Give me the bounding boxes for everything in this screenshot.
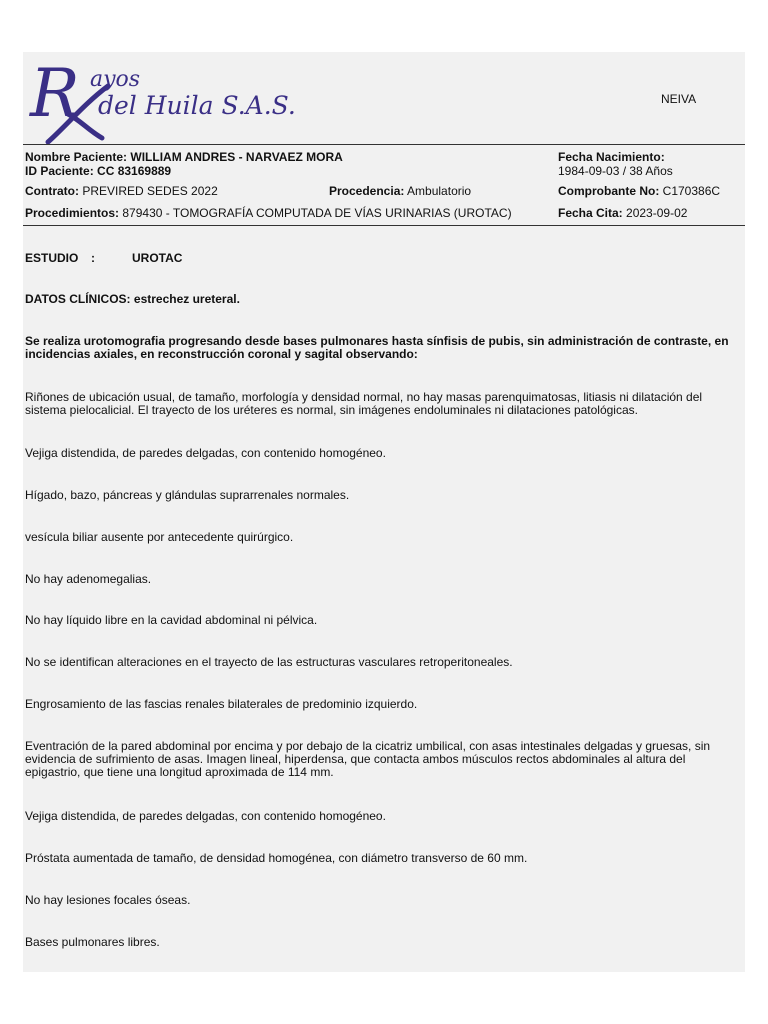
header-top-rule bbox=[23, 144, 745, 145]
origin-label: Procedencia: bbox=[329, 184, 405, 198]
finding-paragraph: Vejiga distendida, de paredes delgadas, con contenido homogéneo. bbox=[25, 446, 386, 460]
finding-paragraph: Vejiga distendida, de paredes delgadas, con contenido homogéneo. bbox=[25, 809, 386, 823]
finding-paragraph: No hay adenomegalias. bbox=[25, 572, 152, 586]
contract-row bbox=[25, 184, 218, 198]
finding-paragraph: Eventración de la pared abdominal por encima y por debajo de la cicatriz umbilical, con asas intestinales delgadas y gruesas, sin evidencia de sufrimiento de asas. Imagen lineal, hiperdensa, que contacta ambos músculos rectos abdominales al altura del epigastrio, que tiene una longitud aproximada de 114 mm. bbox=[25, 739, 711, 779]
patient-name-row bbox=[25, 150, 343, 164]
city-label: NEIVA bbox=[661, 92, 697, 106]
finding-paragraph: Bases pulmonares libres. bbox=[25, 935, 160, 949]
voucher-label: Comprobante No: bbox=[558, 184, 660, 198]
contract-label: Contrato: bbox=[25, 184, 79, 198]
voucher-value: C170386C bbox=[662, 184, 721, 198]
finding-paragraph: No hay líquido libre en la cavidad abdominal ni pélvica. bbox=[25, 613, 318, 627]
finding-paragraph: No hay lesiones focales óseas. bbox=[25, 893, 191, 907]
finding-paragraph: Próstata aumentada de tamaño, de densidad homogénea, con diámetro transverso de 60 mm. bbox=[25, 851, 528, 865]
finding-paragraph: Engrosamiento de las fascias renales bilaterales de predominio izquierdo. bbox=[25, 697, 418, 711]
procedures-row bbox=[25, 206, 512, 220]
finding-paragraph: No se identifican alteraciones en el trayecto de las estructuras vasculares retroperitoneales. bbox=[25, 655, 513, 669]
origin-row bbox=[329, 184, 471, 198]
header-bottom-rule bbox=[23, 225, 745, 226]
appointment-date-value: 2023-09-02 bbox=[626, 206, 688, 220]
birth-label: Fecha Nacimiento: bbox=[558, 150, 665, 164]
patient-id-label: ID Paciente: bbox=[25, 164, 94, 178]
birth-value: 1984-09-03 / 38 Años bbox=[558, 164, 673, 178]
patient-name-value: WILLIAM ANDRES - NARVAEZ MORA bbox=[130, 150, 343, 164]
procedures-label: Procedimientos: bbox=[25, 206, 120, 220]
contract-value: PREVIRED SEDES 2022 bbox=[82, 184, 218, 198]
finding-paragraph: vesícula biliar ausente por antecedente quirúrgico. bbox=[25, 530, 294, 544]
voucher-row bbox=[558, 184, 720, 198]
procedures-value: 879430 - TOMOGRAFÍA COMPUTADA DE VÍAS URINARIAS (UROTAC) bbox=[122, 206, 512, 220]
report-page bbox=[23, 52, 745, 972]
study-row bbox=[25, 251, 183, 265]
finding-paragraph: Hígado, bazo, páncreas y glándulas suprarrenales normales. bbox=[25, 488, 350, 502]
logo-r-letter: R bbox=[30, 58, 80, 132]
appointment-date-row bbox=[558, 206, 687, 220]
study-separator: : bbox=[91, 251, 95, 265]
patient-id-row bbox=[25, 164, 171, 178]
clinical-data: DATOS CLÍNICOS: estrechez ureteral. bbox=[25, 292, 240, 306]
technique-paragraph: Se realiza urotomografia progresando desde bases pulmonares hasta sínfisis de pubis, sin administración de contraste, en incidencias axiales, en reconstrucción coronal y sagital observando: bbox=[25, 334, 729, 361]
study-label: ESTUDIO bbox=[25, 251, 79, 265]
logo-line2: del Huila S.A.S. bbox=[98, 91, 296, 120]
patient-name-label: Nombre Paciente: bbox=[25, 150, 128, 164]
origin-value: Ambulatorio bbox=[407, 184, 472, 198]
study-value: UROTAC bbox=[132, 251, 183, 265]
appointment-date-label: Fecha Cita: bbox=[558, 206, 623, 220]
patient-id-value: CC 83169889 bbox=[97, 164, 172, 178]
company-logo bbox=[28, 58, 318, 144]
finding-paragraph: Riñones de ubicación usual, de tamaño, morfología y densidad normal, no hay masas parenquimatosas, litiasis ni dilatación del sistema pielocalicial. El trayecto de los uréteres es normal, sin imágenes endoluminales ni dilataciones patológicas. bbox=[25, 390, 703, 417]
logo-line1: ayos bbox=[90, 67, 141, 92]
